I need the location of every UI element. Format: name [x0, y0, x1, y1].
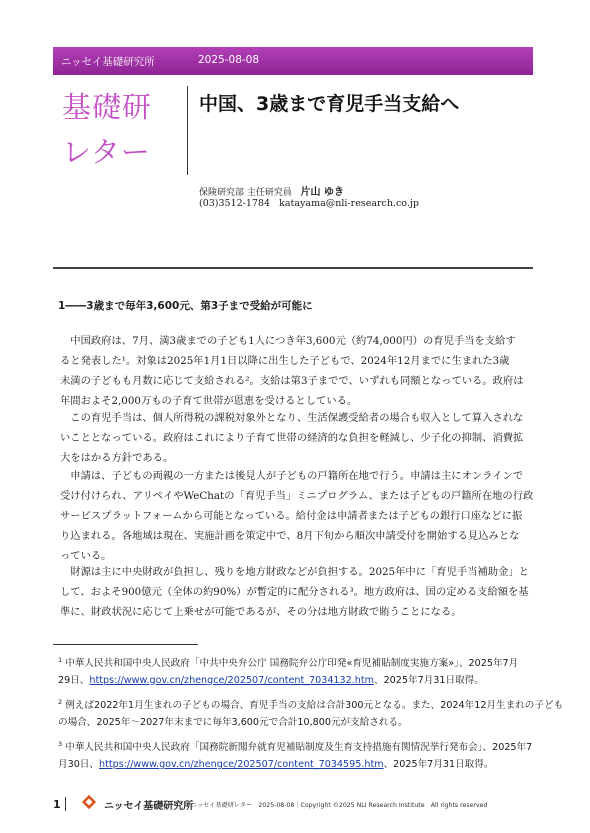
footnote-3 — [58, 736, 533, 773]
footnote-text: 29日、 — [58, 674, 90, 686]
title-divider — [187, 86, 188, 175]
footnote-link[interactable]: https://www.gov.cn/zhengce/202507/content_7034595.htm — [99, 759, 384, 771]
author-line — [199, 183, 344, 198]
author-name: 片山 ゆき — [300, 187, 344, 198]
author-dept-role: 保険研究部 主任研究員 — [199, 188, 292, 198]
paragraph-line: この育児手当は、個人所得税の課税対象外となり、生活保護受給者の場合も収入として算入されな — [70, 412, 524, 424]
paragraph-line: 申請は、子どもの両親の一方または後見人が子どもの戸籍所在地で行う。申請は主にオンラインで — [70, 470, 524, 482]
paragraph-1 — [60, 331, 530, 411]
paragraph-line: 年間およそ2,000万もの子育て世帯が恩恵を受けるとしている。 — [60, 395, 358, 407]
nli-logo-icon — [80, 793, 98, 811]
header-date: 2025-08-08 — [198, 54, 260, 66]
paragraph-line: サービスプラットフォームから可能となっている。給付金は申請者または子どもの銀行口座などに振 — [60, 510, 523, 522]
paragraph-line: っている。 — [60, 550, 112, 562]
paragraph-line: いこととなっている。政府はこれにより子育て世帯の経済的な負担を軽減し、少子化の抑制、消費拡 — [60, 432, 524, 444]
paragraph-line: ると発表した¹。対象は2025年1月1日以降に出生した子どもで、2024年12月までに生まれた3歳 — [60, 355, 510, 367]
footnote-text: 月30日、 — [58, 759, 99, 771]
footnote-text: 例えば2022年1月生まれの子どもの場合、育児手当の支給は合計300元となる。また、2024年12月生まれの子ども — [65, 700, 564, 712]
footnote-number: 3 — [58, 740, 63, 749]
section-heading: 1――3歳まで毎年3,600元、第3子まで受給が可能に — [58, 300, 313, 312]
paragraph-line: 受け付けられ、アリペイやWeChatの「育児手当」ミニプログラム、または子どもの戸籍所在地の行政 — [60, 490, 534, 502]
paragraph-line: して、およそ900億元（全体の約90%）が暫定的に配分される³。地方政府は、国の定める支給額を基 — [60, 586, 529, 598]
paragraph-line: 財源は主に中央財政が負担し、残りを地方財政などが負担する。2025年中に「育児手当補助金」と — [70, 566, 529, 578]
author-email[interactable]: katayama@nli-research.co.jp — [279, 198, 419, 209]
header-org: ニッセイ基礎研究所 — [61, 56, 155, 68]
paragraph-4 — [60, 562, 530, 622]
author-phone: (03)3512-1784 — [199, 198, 271, 209]
brand-line2: レター — [62, 135, 151, 169]
footer-logo-text: ニッセイ基礎研究所 — [104, 801, 194, 812]
paragraph-3 — [60, 466, 534, 566]
paragraph-line: り込まれる。各地域は現在、実施計画を策定中で、8月下旬から順次申請受付を開始する見込みとな — [60, 530, 520, 542]
header-bar — [53, 47, 533, 75]
footnote-text: の場合、2025年～2027年末までに毎年3,600元で合計10,800元が支給される。 — [58, 716, 408, 728]
footnote-text: 中華人民共和国中央人民政府「国務院新聞弁就育児補貼制度及生育支持措施有関情況挙行発布会」、2025年7 — [65, 742, 533, 754]
header-divider — [53, 267, 533, 269]
footnote-number: 1 — [58, 656, 63, 664]
footnote-1 — [58, 652, 528, 689]
page-title: 中国、3歳まで育児手当支給へ — [199, 93, 460, 115]
footnote-number: 2 — [58, 698, 63, 707]
footnote-2 — [58, 694, 564, 731]
paragraph-line: 未満の子どもも月数に応じて支給される²。支給は第3子までで、いずれも同額となっている。政府は — [60, 375, 524, 387]
footer-separator — [65, 797, 66, 811]
footnote-text: 、2025年7月31日取得。 — [373, 674, 484, 686]
paragraph-2 — [60, 408, 530, 468]
footnote-text: 中華人民共和国中央人民政府「中共中央弁公庁 国務院弁公庁印発«育児補貼制度実施方案»」、2025年7月 — [65, 658, 519, 670]
footnote-rule — [53, 644, 198, 645]
brand-line1: 基礎研 — [62, 90, 153, 124]
paragraph-line: 大をはかる方針である。 — [60, 452, 174, 464]
footnote-text: 、2025年7月31日取得。 — [383, 759, 494, 771]
footnote-link[interactable]: https://www.gov.cn/zhengce/202507/content_7034132.htm — [89, 674, 374, 686]
paragraph-line: 中国政府は、7月、満3歳までの子ども1人につき年3,600元（約74,000円）の育児手当を支給す — [70, 335, 516, 347]
footnotes — [58, 652, 564, 779]
paragraph-line: 準に、財政状況に応じて上乗せが可能であるが、その分は地方財政で賄うことになる。 — [60, 606, 462, 618]
author-contact — [199, 198, 419, 209]
footer-info: ニッセイ基礎研レター 2025-08-08｜Copyright ©2025 NLI Research Institute All rights reserved — [191, 802, 488, 809]
page-number: 1 — [53, 798, 61, 811]
